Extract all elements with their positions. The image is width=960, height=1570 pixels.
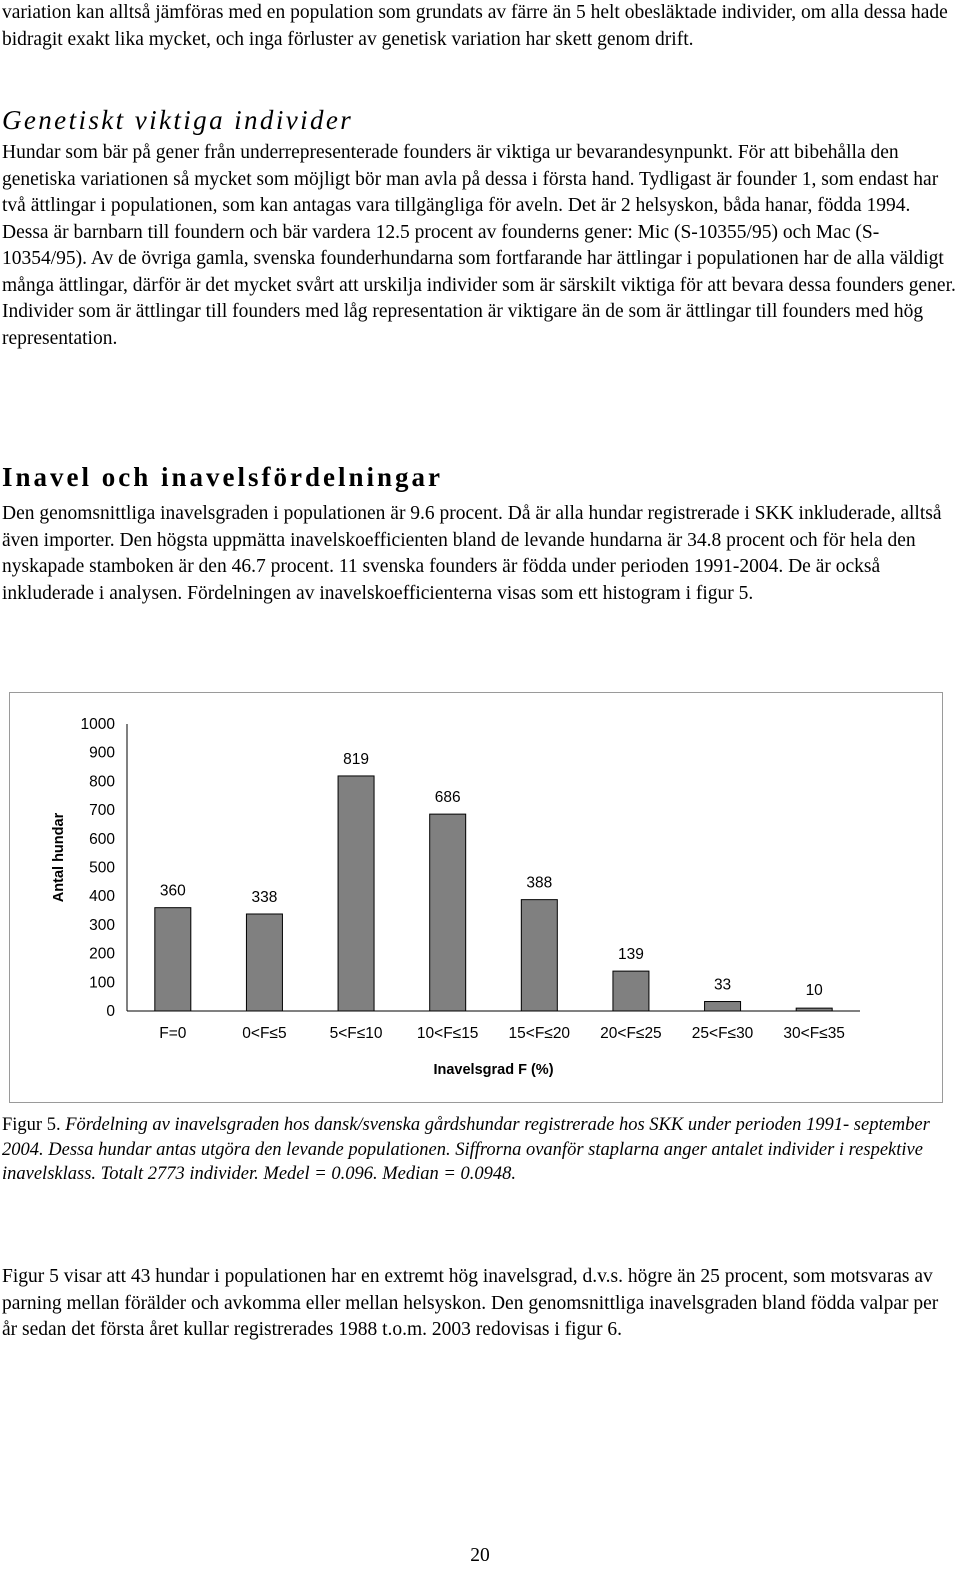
y-tick-labels xyxy=(81,716,116,1020)
bar xyxy=(613,971,649,1011)
bar-value-label: 33 xyxy=(713,976,732,994)
y-tick-label: 0 xyxy=(106,1003,115,1020)
x-tick-label: 15<F≤20 xyxy=(508,1025,571,1042)
figure-caption xyxy=(2,1113,957,1187)
y-tick-label: 100 xyxy=(89,974,115,992)
y-tick-label: 400 xyxy=(89,888,115,906)
bar-value-label: 10 xyxy=(805,982,823,999)
bar xyxy=(246,914,282,1011)
y-tick-label: 500 xyxy=(89,859,115,877)
y-tick-label: 900 xyxy=(89,744,115,762)
paragraph-genetiskt-viktiga: Hundar som bär på gener från underrepresenterade founders är viktiga ur bevarandesynpunkt. För att bibehålla den genetiska variationen så mycket som möjligt bör man avla på dessa i första hand. Tydligast är founder 1, som endast har två ättlingar i populationen, som kan antagas vara tillgängliga för aveln. Det är 2 helsyskon, båda hanar, födda 1994. Dessa är barnbarn till foundern och bär vardera 12.5 procent av founderns gener: Mic (S-10355/95) och Mac (S-10354/95). Av de övriga gamla, svenska founderhundarna som fortfarande har ättlingar i populationen har de alla väldigt många ättlingar, därför är det mycket svårt att urskilja individer som är särskilt viktiga för att bevara dessa founders gener. Individer som är ättlingar till founders med låg representation är viktigare än de som är ättlingar till founders med hög representation. xyxy=(2,142,956,349)
bar-value-label: 388 xyxy=(526,874,553,892)
caption-text: Fördelning av inavelsgraden hos dansk/svenska gårdshundar registrerade hos SKK under perioden 1991- september 2004. Dessa hundar antas utgöra den levande populationen. Siffrorna ovanför staplarna anger antalet individer i respektive inavelsklass. Totalt 2773 individer. Medel = 0.096. Median = 0.0948. xyxy=(2,1115,930,1184)
bar-value-label: 360 xyxy=(159,882,186,900)
heading-inavel: Inavel och inavelsfördelningar xyxy=(2,462,444,492)
heading-genetiskt-viktiga: Genetiskt viktiga individer xyxy=(2,105,354,135)
x-tick-label: 0<F≤5 xyxy=(242,1025,287,1042)
bar xyxy=(338,776,374,1011)
x-tick-label: 30<F≤35 xyxy=(783,1025,845,1042)
y-tick-label: 700 xyxy=(89,802,115,820)
bar xyxy=(705,1002,741,1011)
x-tick-label: F=0 xyxy=(159,1025,187,1042)
bar xyxy=(430,814,466,1011)
y-tick-label: 800 xyxy=(89,773,115,791)
bar-value-label: 139 xyxy=(618,946,644,964)
y-axis-title: Antal hundar xyxy=(51,812,67,903)
x-tick-label: 5<F≤10 xyxy=(329,1025,383,1042)
paragraph-inavel: Den genomsnittliga inavelsgraden i populationen är 9.6 procent. Då är alla hundar registrerade i SKK inkluderade, alltså även importer. Den högsta uppmätta inavelskoefficienten bland de levande hundarna är 34.8 procent och för hela den nyskapade stamboken är den 46.7 procent. 11 svenska founders är födda under perioden 1991-2004. De är också inkluderade i analysen. Fördelningen av inavelskoefficienterna visas som ett histogram i figur 5. xyxy=(2,503,942,604)
y-tick-label: 1000 xyxy=(80,716,115,733)
bar xyxy=(521,900,557,1011)
paragraph-intro: variation kan alltså jämföras med en population som grundats av färre än 5 helt obesläktade individer, om alla dessa hade bidragit exakt lika mycket, och inga förluster av genetisk variation har skett genom drift. xyxy=(2,2,948,50)
histogram-svg xyxy=(10,693,944,1104)
histogram-figure-5 xyxy=(9,692,943,1103)
bar xyxy=(796,1008,832,1011)
y-tick-label: 600 xyxy=(89,830,115,848)
x-tick-labels xyxy=(159,1025,845,1042)
x-tick-label: 10<F≤15 xyxy=(416,1025,479,1042)
y-tick-label: 300 xyxy=(89,916,115,934)
y-tick-label: 200 xyxy=(89,945,115,963)
x-axis-title: Inavelsgrad F (%) xyxy=(433,1062,554,1078)
caption-label: Figur 5. xyxy=(2,1115,61,1135)
paragraph-figure-5-discussion: Figur 5 visar att 43 hundar i populationen har en extremt hög inavelsgrad, d.v.s. högre än 25 procent, som motsvaras av parning mellan förälder och avkomma eller mellan helsyskon. Den genomsnittliga inavelsgraden bland födda valpar per år sedan det första året kullar registrerades 1988 t.o.m. 2003 redovisas i figur 6. xyxy=(2,1266,939,1340)
bar-value-label: 338 xyxy=(251,888,278,906)
bar xyxy=(155,908,191,1011)
bar-value-label: 686 xyxy=(434,789,461,807)
x-tick-label: 20<F≤25 xyxy=(600,1025,662,1042)
bar-value-label: 819 xyxy=(343,750,369,768)
page-number: 20 xyxy=(470,1545,490,1566)
x-tick-label: 25<F≤30 xyxy=(691,1025,754,1042)
